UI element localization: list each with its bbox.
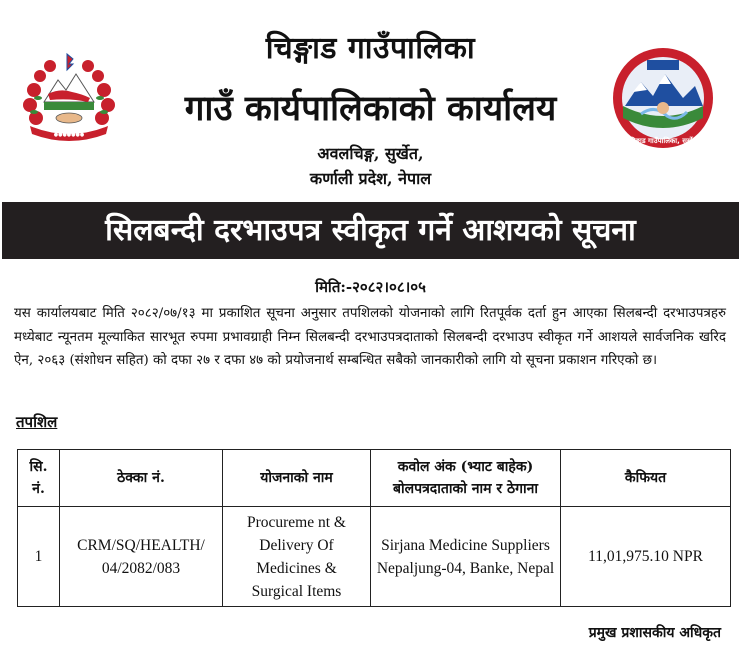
- notice-body: यस कार्यालयबाट मिति २०८२/०७/१३ मा प्रकाशित सूचना अनुसार तपशिलको योजनाको लागि रितपूर्वक दर्ता हुन आएका सिलबन्दी दरभाउपत्रहरु मध्येबाट न्यूनतम मूल्याकित सारभूत रुपमा प्रभावग्राही निम्न सिलबन्दी दरभाउपत्रदाताको सिलबन्दी दरभाउप स्वीकृत गर्ने आशयले सार्वजनिक खरिद ऐन, २०६३ (संशोधन सहित) को दफा २७ र दफा ४७ को प्रयोजनार्थ सम्बन्धित सबैको जानकारीको लागि यो सूचना प्रकाशन गरिएको छ।: [14, 306, 726, 368]
- header-project-name: योजनाको नाम: [223, 450, 371, 507]
- header-bid-amount-bidder: कवोल अंक (भ्याट बाहेक) बोलपत्रदाताको नाम र ठेगाना: [371, 450, 561, 507]
- header-contract-number: ठेक्का नं.: [60, 450, 223, 507]
- cell-contract-number: CRM/SQ/HEALTH/ 04/2082/083: [60, 507, 223, 607]
- cell-serial-number: 1: [18, 507, 60, 607]
- cell-bidder: Sirjana Medicine Suppliers Nepaljung-04, Banke, Nepal: [371, 507, 561, 607]
- schedule-table: [17, 449, 731, 607]
- schedule-label: तपशिल: [16, 413, 58, 431]
- municipality-name: चिङ्गाड गाउँपालिका: [265, 31, 476, 66]
- address-line-2: कर्णाली प्रदेश, नेपाल: [309, 169, 432, 188]
- svg-text:चिङ्गाड गाउँपालिका, सुर्खेत: चिङ्गाड गाउँपालिका, सुर्खेत: [629, 137, 697, 145]
- header-serial-number: सि. नं.: [18, 450, 60, 507]
- svg-text:●●●●●●●: ●●●●●●●: [53, 132, 85, 138]
- cell-amount: 11,01,975.10 NPR: [561, 507, 731, 607]
- notice-heading-banner: सिलबन्दी दरभाउपत्र स्वीकृत गर्ने आशयको सूचना: [2, 202, 739, 259]
- notice-date: मिति:-२०८२।०८।०५: [315, 278, 426, 296]
- table-row: [18, 507, 731, 607]
- signatory-title: प्रमुख प्रशासकीय अधिकृत: [588, 625, 721, 641]
- address-line-1: अवलचिङ्ग, सुर्खेत,: [317, 144, 424, 163]
- letterhead: [0, 0, 741, 200]
- table-header-row: [18, 450, 731, 507]
- cell-project-name: Procureme nt & Delivery Of Medicines & Surgical Items: [223, 507, 371, 607]
- office-name: गाउँ कार्यपालिकाको कार्यालय: [184, 88, 557, 129]
- header-remarks: कैफियत: [561, 450, 731, 507]
